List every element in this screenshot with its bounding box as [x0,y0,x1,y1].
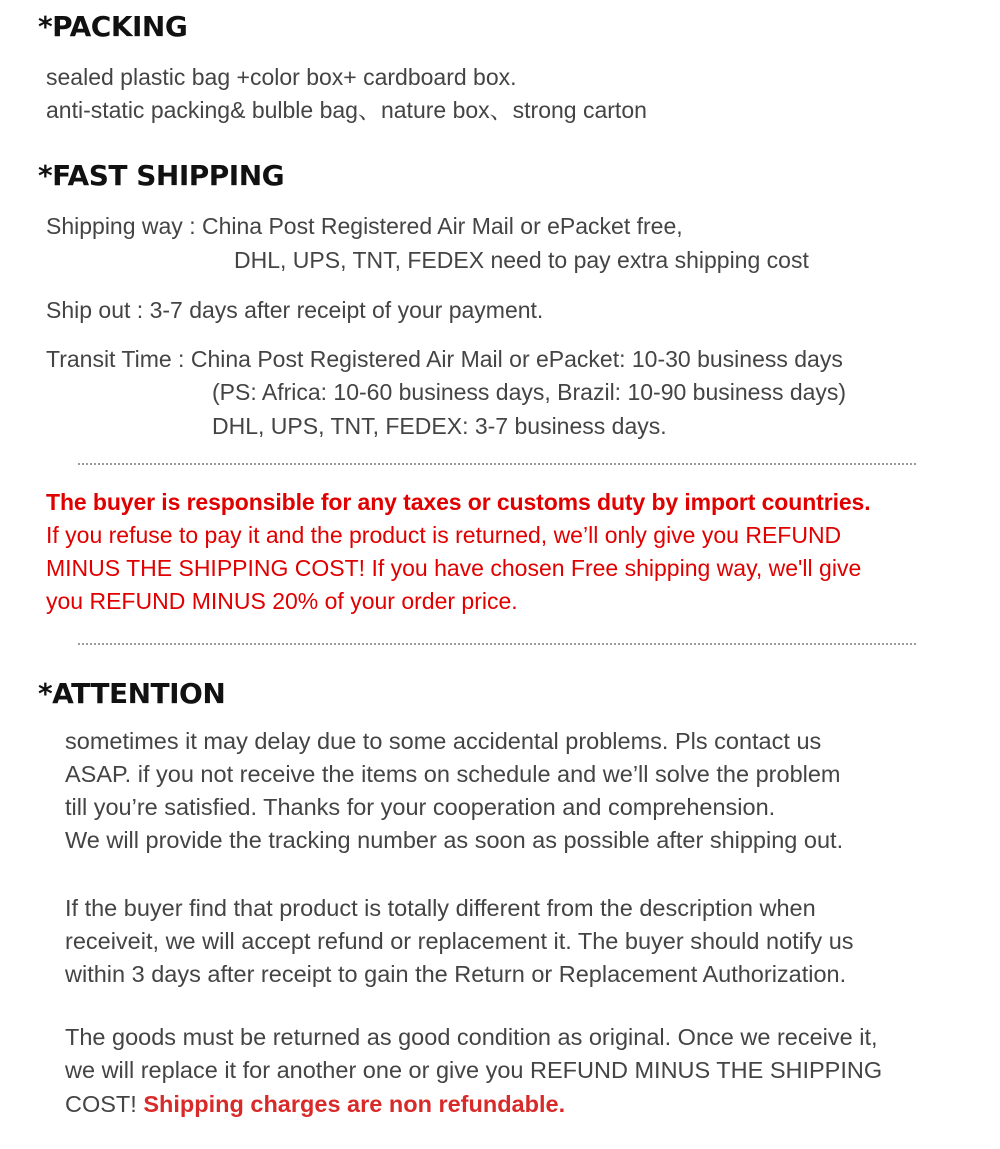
notice-line-3: you REFUND MINUS 20% of your order price. [46,588,518,614]
packing-line-2: anti-static packing& bulble bag、nature box、strong carton [46,97,647,123]
shipping-way-label: Shipping way : [46,213,202,239]
attention-p3-plain: COST! [65,1091,144,1117]
shipping-way-line-2: DHL, UPS, TNT, FEDEX need to pay extra shipping cost [234,247,809,273]
attention-p1-line-4: We will provide the tracking number as soon as possible after shipping out. [65,827,844,853]
transit-label: Transit Time : [46,346,191,372]
packing-line-1: sealed plastic bag +color box+ cardboard box. [46,64,517,90]
transit-line-1 [46,343,843,376]
attention-p2-line-2: receiveit, we will accept refund or replacement it. The buyer should notify us [65,928,854,954]
transit-line-2: (PS: Africa: 10-60 business days, Brazil: 10-90 business days) [212,379,847,405]
attention-p3-line-3 [65,1088,565,1122]
non-refundable-warning: Shipping charges are non refundable. [143,1091,566,1117]
attention-p3-line-2: we will replace it for another one or give you REFUND MINUS THE SHIPPING [65,1057,883,1083]
notice-bold-line: The buyer is responsible for any taxes or customs duty by import countries. [46,489,871,515]
attention-p3-line-1: The goods must be returned as good condition as original. Once we receive it, [65,1024,878,1050]
dotted-divider-2 [78,643,916,645]
attention-p1-line-3: till you’re satisfied. Thanks for your cooperation and comprehension. [65,794,776,820]
attention-p2-line-1: If the buyer find that product is totally different from the description when [65,895,816,921]
dotted-divider-1 [78,463,916,465]
attention-p2-line-3: within 3 days after receipt to gain the Return or Replacement Authorization. [65,961,847,987]
shipping-way-value-1: China Post Registered Air Mail or ePacket free, [201,213,683,239]
transit-value-1: China Post Registered Air Mail or ePacket: 10-30 business days [190,346,843,372]
attention-p1-line-2: ASAP. if you not receive the items on schedule and we’ll solve the problem [65,761,841,787]
packing-title: *PACKING [38,10,188,43]
shipping-way-line-1 [46,210,683,243]
shipping-title: *FAST SHIPPING [38,159,285,192]
transit-line-3: DHL, UPS, TNT, FEDEX: 3-7 business days. [212,413,667,439]
ship-out-line: Ship out : 3-7 days after receipt of your payment. [46,297,544,323]
notice-line-2: MINUS THE SHIPPING COST! If you have chosen Free shipping way, we'll give [46,555,862,581]
attention-title: *ATTENTION [38,677,226,710]
notice-line-1: If you refuse to pay it and the product is returned, we’ll only give you REFUND [46,522,842,548]
attention-p1-line-1: sometimes it may delay due to some accidental problems. Pls contact us [65,728,822,754]
